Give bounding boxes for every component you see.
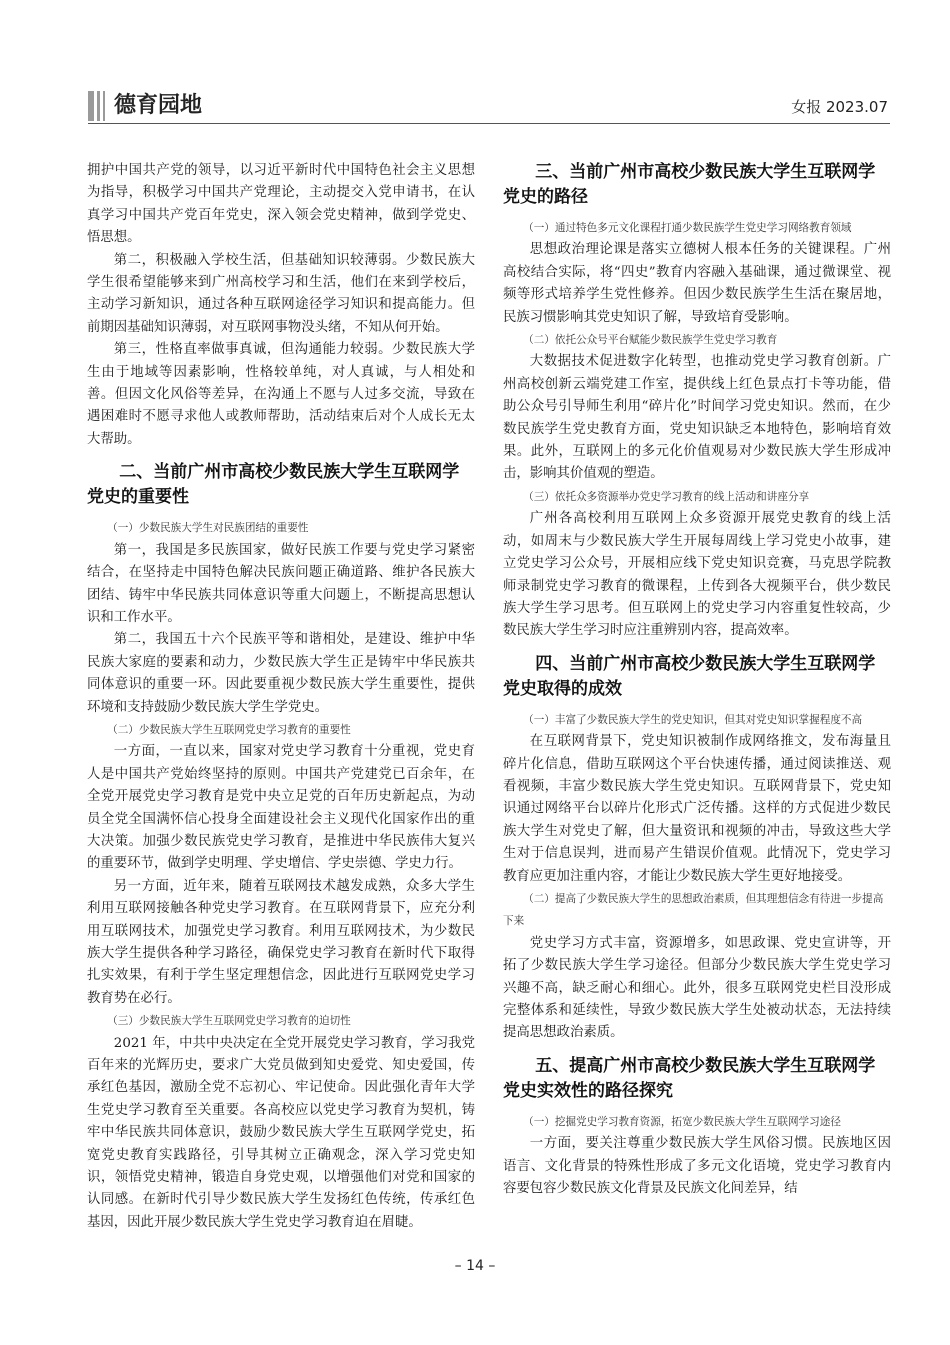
header-bars-decoration [88,91,110,121]
subsection-heading: （三）依托众多资源举办党史学习教育的线上活动和讲座分享 [523,490,810,503]
paragraph: 一方面，要关注尊重少数民族大学生风俗习惯。民族地区因语言、文化背景的特殊性形成了多元文化语境，党史学习教育内容要包容少数民族文化背景及民族文化间差异，结 [503,1136,891,1197]
paragraph: 在互联网背景下，党史知识被制作成网络推文，发布海量且碎片化信息，借助互联网这个平台快速传播，通过阅读推送、观看视频，丰富少数民族大学生党史知识。互联网背景下，党史知识通过网络平台以碎片化形式广泛传播。这样的方式促进少数民族大学生对党史了解，但大量资讯和视频的冲击，导致这些大学生对于信息误判，进而易产生错误价值观。此情况下，党史学习教育应更加注重内容，才能让少数民族大学生更好地接受。 [503,734,891,884]
section-heading: 四、当前广州市高校少数民族大学生互联网学党史取得的成效 [503,653,876,699]
paragraph: 思想政治理论课是落实立德树人根本任务的关键课程。广州高校结合实际，将“四史”教育内容融入基础课，通过微课堂、视频等形式培养学生党性修养。但因少数民族学生生活在聚居地，民族习惯影响其党史知识了解，导致培育受影响。 [503,242,891,325]
paragraph: 另一方面，近年来，随着互联网技术越发成熟，众多大学生利用互联网接触各种党史学习教育。在互联网背景下，应充分利用互联网技术，加强党史学习教育。利用互联网技术，为少数民族大学生提供各种学习路径，确保党史学习教育在新时代下取得扎实效果，有利于学生坚定理想信念，因此进行互联网党史学习教育势在必行。 [87,878,475,1006]
paragraph: 广州各高校利用互联网上众多资源开展党史教育的线上活动，如周末与少数民族大学生开展每周线上学习党史小故事，建立党史学习公众号，开展相应线下党史知识竞赛，马克思学院教师录制党史学习教育的微课程，上传到各大视频平台，供少数民族大学生学习思考。但互联网上的党史学习内容重复性较高，少数民族大学生学习时应注重辨别内容，提高效率。 [503,511,891,639]
paragraph: 党史学习方式丰富，资源增多，如思政课、党史宣讲等，开拓了少数民族大学生学习途径。但部分少数民族大学生党史学习兴趣不高，缺乏耐心和细心。此外，很多互联网党史栏目没形成完整体系和延续性，导致少数民族大学生处被动状态，无法持续提高思想政治素质。 [503,935,891,1041]
paragraph: 第二，积极融入学校生活，但基础知识较薄弱。少数民族大学生很希望能够来到广州高校学习和生活，他们在来到学校后，主动学习新知识，通过各种互联网途径学习知识和提高能力。但前期因基础知识薄弱，对互联网事物没头绪，不知从何开始。 [87,252,475,335]
section-heading: 五、提高广州市高校少数民族大学生互联网学党史实效性的路径探究 [503,1055,876,1101]
section-title: 德育园地 [114,93,203,118]
paragraph: 一方面，一直以来，国家对党史学习教育十分重视，党史育人是中国共产党始终坚持的原则。中国共产党建党已百余年，在全党开展党史学习教育是党中央立足党的百年历史新起点，为动员全党全国满怀信心投身全面建设社会主义现代化国家作出的重大决策。加强少数民族党史学习教育，是推进中华民族伟大复兴的重要环节，做到学史明理、学史增信、学史崇德、学史力行。 [87,744,475,872]
paragraph: 2021 年，中共中央决定在全党开展党史学习教育，学习我党百年来的光辉历史，要求广大党员做到知史爱党、知史爱国，传承红色基因，激励全党不忘初心、牢记使命。因此强化青年大学生党史学习教育至关重要。各高校应以党史学习教育为契机，铸牢中华民族共同体意识，鼓励少数民族大学生互联网学党史，拓宽党史教育实践路径，引导其树立正确观念，深入学习党史知识，领悟党史精神，锻造自身党史观，以增强他们对党和国家的认同感。在新时代引导少数民族大学生发扬红色传统，传承红色基因，因此开展少数民族大学生党史学习教育迫在眉睫。 [87,1035,475,1230]
paragraph: 大数据技术促进数字化转型，也推动党史学习教育创新。广州高校创新云端党建工作室，提供线上红色景点打卡等功能，借助公众号引导师生利用“碎片化”时间学习党史知识。然而，在少数民族学生党史教育方面，党史知识缺乏本地特色，影响培育效果。此外，互联网上的多元化价值观易对少数民族大学生形成冲击，影响其价值观的塑造。 [503,354,891,482]
section-heading: 三、当前广州市高校少数民族大学生互联网学党史的路径 [503,162,876,207]
paragraph: 第一，我国是多民族国家，做好民族工作要与党史学习紧密结合，在坚持走中国特色解决民族问题正确道路、维护各民族大团结、铸牢中华民族共同体意识等重大问题上，不断提高思想认识和工作水平。 [87,542,475,625]
page-number: – 14 – [454,1258,496,1274]
subsection-heading: （一）挖掘党史学习教育资源，拓宽少数民族大学生互联网学习途径 [523,1115,841,1128]
page-header [88,91,890,123]
left-column [87,160,475,1234]
subsection-heading: （二）提高了少数民族大学生的思想政治素质，但其理想信念有待进一步提高下来 [503,892,884,928]
paragraph: 第二，我国五十六个民族平等和谐相处，是建设、维护中华民族大家庭的要素和动力，少数民族大学生正是铸牢中华民族共同体意识的重要一环。因此要重视少数民族大学生重要性，提供环境和支持鼓励少数民族大学生学党史。 [87,632,475,715]
header-bar [88,91,94,121]
header-bar [97,91,100,121]
subsection-heading: （一）少数民族大学生对民族团结的重要性 [107,522,309,535]
subsection-heading: （一）丰富了少数民族大学生的党史知识，但其对党史知识掌握程度不高 [523,713,863,726]
paragraph: 第三，性格直率做事真诚，但沟通能力较弱。少数民族大学生由于地域等因素影响，性格较单纯，对人真诚，与人相处和善。但因文化风俗等差异，在沟通上不愿与人过多交流，导致在遇困难时不愿寻求他人或教师帮助，活动结束后对个人成长无太大帮助。 [87,342,475,447]
journal-issue: 女报 2023.07 [791,98,888,116]
subsection-heading: （二）少数民族大学生互联网党史学习教育的重要性 [107,723,351,736]
header-bar [103,91,105,121]
subsection-heading: （一）通过特色多元文化课程打通少数民族学生党史学习网络教育领域 [523,222,852,234]
paragraph: 拥护中国共产党的领导，以习近平新时代中国特色社会主义思想为指导，积极学习中国共产党理论，主动提交入党申请书，在认真学习中国共产党百年党史，深入领会党史精神，做到学党史、悟思想。 [87,163,475,246]
section-heading: 二、当前广州市高校少数民族大学生互联网学党史的重要性 [87,462,460,508]
subsection-heading: （二）依托公众号平台赋能少数民族学生党史学习教育 [523,334,778,347]
right-column [503,160,891,1200]
header-rule [88,123,890,124]
subsection-heading: （三）少数民族大学生互联网党史学习教育的迫切性 [107,1015,351,1028]
